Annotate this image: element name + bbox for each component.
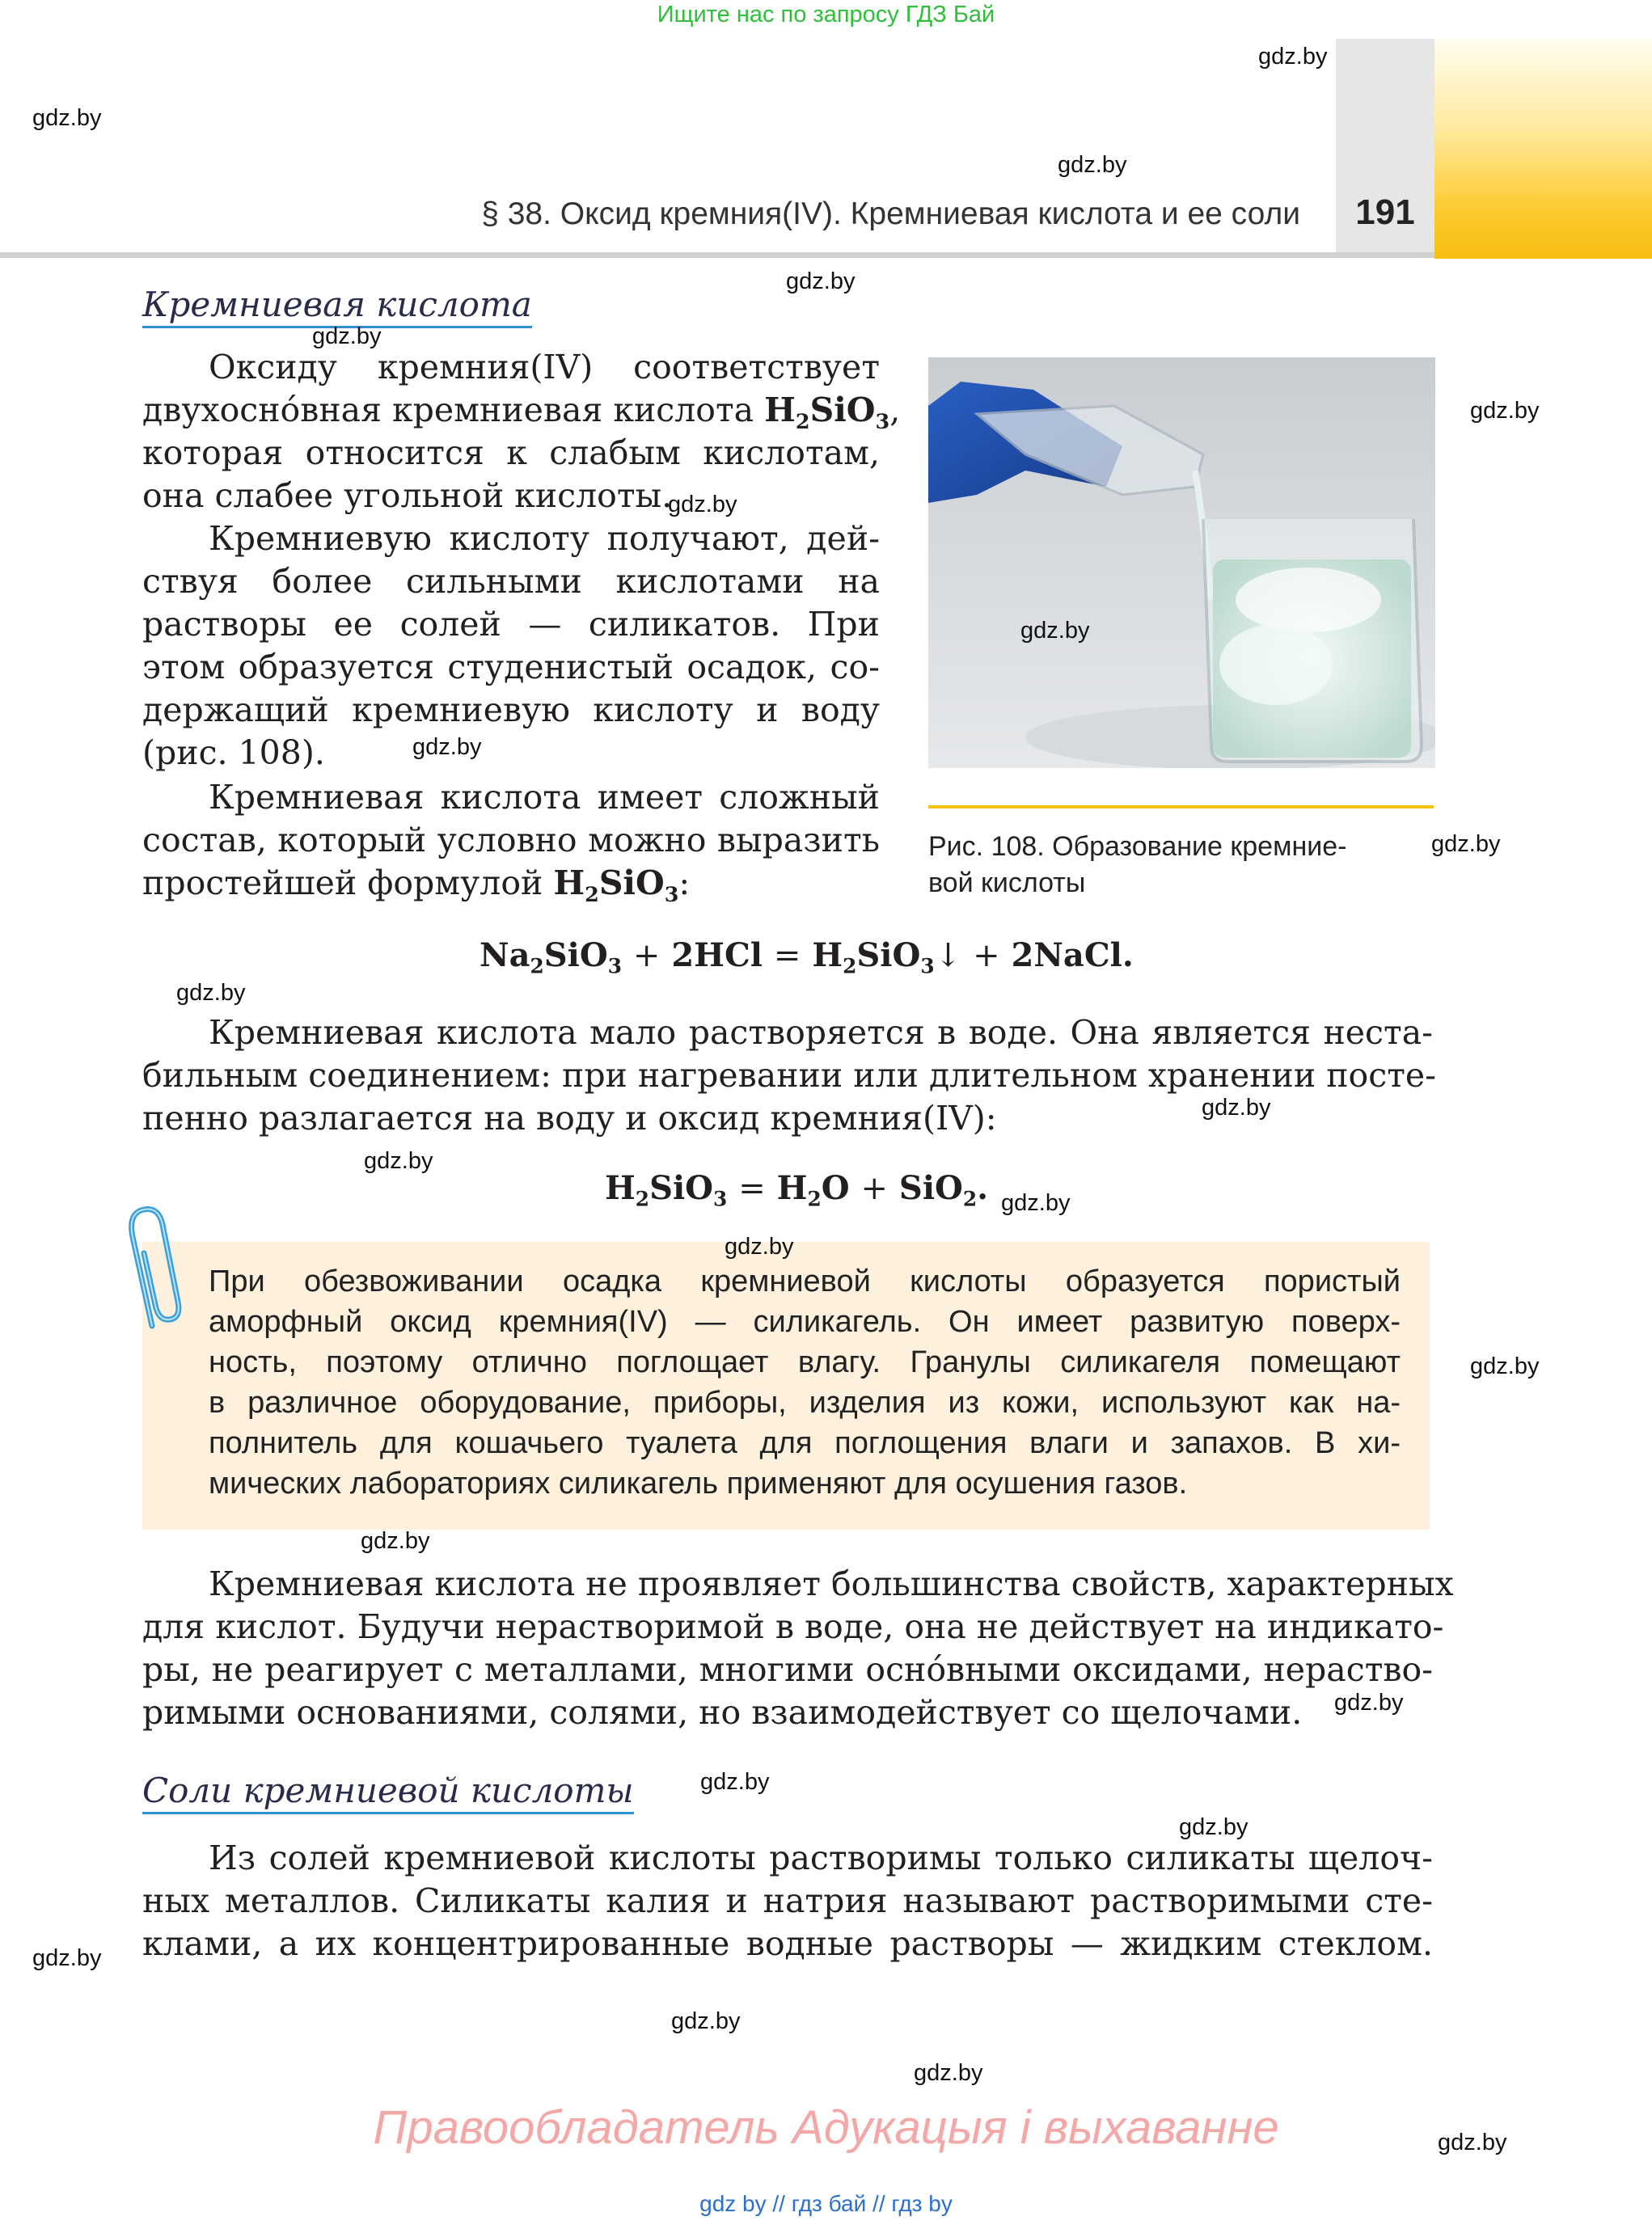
text-line: бильным соединением: при нагревании или длительном хранении посте- [142,1056,1437,1095]
copyright-notice: Правообладатель Адукацыя і выхаванне [373,2101,1279,2154]
watermark: gdz.by [725,1234,794,1260]
page-number: 191 [1355,192,1415,232]
text-line: ствуя более сильными кислотами на [142,562,880,601]
text-line: двухосно́вная кремниевая кислота $H_2SiO_3$, [142,391,901,433]
note-text-line: ность, поэтому отлично поглощает влагу. Гранулы силикагеля помещают [209,1345,1401,1379]
text-line: Кремниевая кислота мало растворяется в воде. Она является неста- [209,1013,1433,1052]
top-banner: Ищите нас по запросу ГДЗ Бай [657,2,995,27]
note-text-line: в различное оборудование, приборы, изделия из кожи, используют как на- [209,1386,1401,1420]
text-line: Из солей кремниевой кислоты растворимы только силикаты щелоч- [209,1839,1433,1877]
watermark: gdz.by [1431,831,1501,857]
text-line: Кремниевая кислота имеет сложный [209,778,880,817]
text-line: держащий кремниевую кислоту и воду [142,690,880,729]
inline-formula: $H_2SiO_3$ [764,391,890,433]
watermark: gdz.by [700,1769,770,1795]
watermark: gdz.by [1334,1690,1404,1716]
watermark: gdz.by [1258,44,1328,70]
text-line: (рис. 108). [142,733,325,772]
watermark: gdz.by [1001,1190,1071,1216]
text-line: ных металлов. Силикаты калия и натрия называют растворимыми сте- [142,1881,1433,1920]
watermark: gdz.by [1020,618,1090,644]
text-line: она слабее угольной кислоты. [142,476,673,515]
watermark: gdz.by [671,2008,741,2034]
text-line: Оксиду кремния(IV) соответствует [209,348,880,386]
text-line: простейшей формулой $H_2SiO_3$: [142,863,691,906]
text-line: для кислот. Будучи нерастворимой в воде, она не действует на индикато- [142,1607,1444,1646]
text-line: ры, не реагирует с металлами, многими осно́вными оксидами, нераство- [142,1650,1433,1689]
beaker-pouring-illustration [928,357,1435,768]
watermark: gdz.by [32,1945,102,1971]
figure-108-photo [928,357,1435,768]
watermark: gdz.by [1438,2130,1507,2155]
watermark: gdz.by [1470,398,1540,424]
text-line: состав, который условно можно выразить [142,821,880,859]
section-title-silicic-acid: Кремниевая кислота [142,285,532,328]
caption-rule [928,805,1434,809]
reaction-equation-1: $Na_2SiO_3 + 2HCl$ = $H_2SiO_3↓$ + 2NaCl. [480,936,1134,978]
text-line: клами, а их концентрированные водные растворы — жидким стеклом. [142,1924,1433,1963]
chapter-color-tab [1434,39,1652,259]
watermark: gdz.by [412,734,482,760]
paperclip-icon [121,1205,186,1334]
watermark: gdz.by [361,1528,430,1554]
watermark: gdz.by [1470,1353,1540,1379]
text-line: которая относится к слабым кислотам, [142,433,880,472]
inline-formula: $H_2SiO_3$ [553,863,679,906]
text-line: Кремниевая кислота не проявляет большинства свойств, характерных [209,1564,1454,1603]
text-line: этом образуется студенистый осадок, со- [142,648,880,686]
watermark: gdz.by [1202,1095,1271,1121]
watermark: gdz.by [1058,152,1127,178]
watermark: gdz.by [312,323,382,349]
note-text-line: мических лабораториях силикагель применяют для осушения газов. [209,1467,1188,1501]
figure-caption: вой кислоты [928,868,1086,898]
watermark: gdz.by [1179,1814,1249,1840]
text-line: Кремниевую кислоту получают, дей- [209,519,880,558]
text-line: растворы ее солей — силикатов. При [142,605,880,644]
watermark: gdz.by [364,1148,433,1174]
note-text-line: При обезвоживании осадка кремниевой кислоты образуется пористый [209,1264,1401,1298]
note-text-line: аморфный оксид кремния(IV) — силикагель. Он имеет развитую поверх- [209,1305,1401,1339]
note-text-line: полнитель для кошачьего туалета для поглощения влаги и запахов. В хи- [209,1426,1401,1460]
running-head: § 38. Оксид кремния(IV). Кремниевая кислота и ее соли [481,196,1300,231]
footer-links[interactable]: gdz by // гдз бай // гдз by [699,2191,953,2216]
figure-caption: Рис. 108. Образование кремние- [928,831,1347,862]
section-title-silicate-salts: Соли кремниевой кислоты [142,1771,634,1814]
text-line: римыми основаниями, солями, но взаимодействует со щелочами. [142,1693,1303,1732]
watermark: gdz.by [786,268,856,294]
reaction-equation-2: $H_2SiO_3 = H_2O + SiO_2$. [605,1169,989,1211]
header-rule [0,252,1434,258]
watermark: gdz.by [914,2060,983,2086]
watermark: gdz.by [176,980,246,1006]
text-line: пенно разлагается на воду и оксид кремния(IV): [142,1099,997,1138]
watermark: gdz.by [32,105,102,131]
watermark: gdz.by [668,492,737,517]
